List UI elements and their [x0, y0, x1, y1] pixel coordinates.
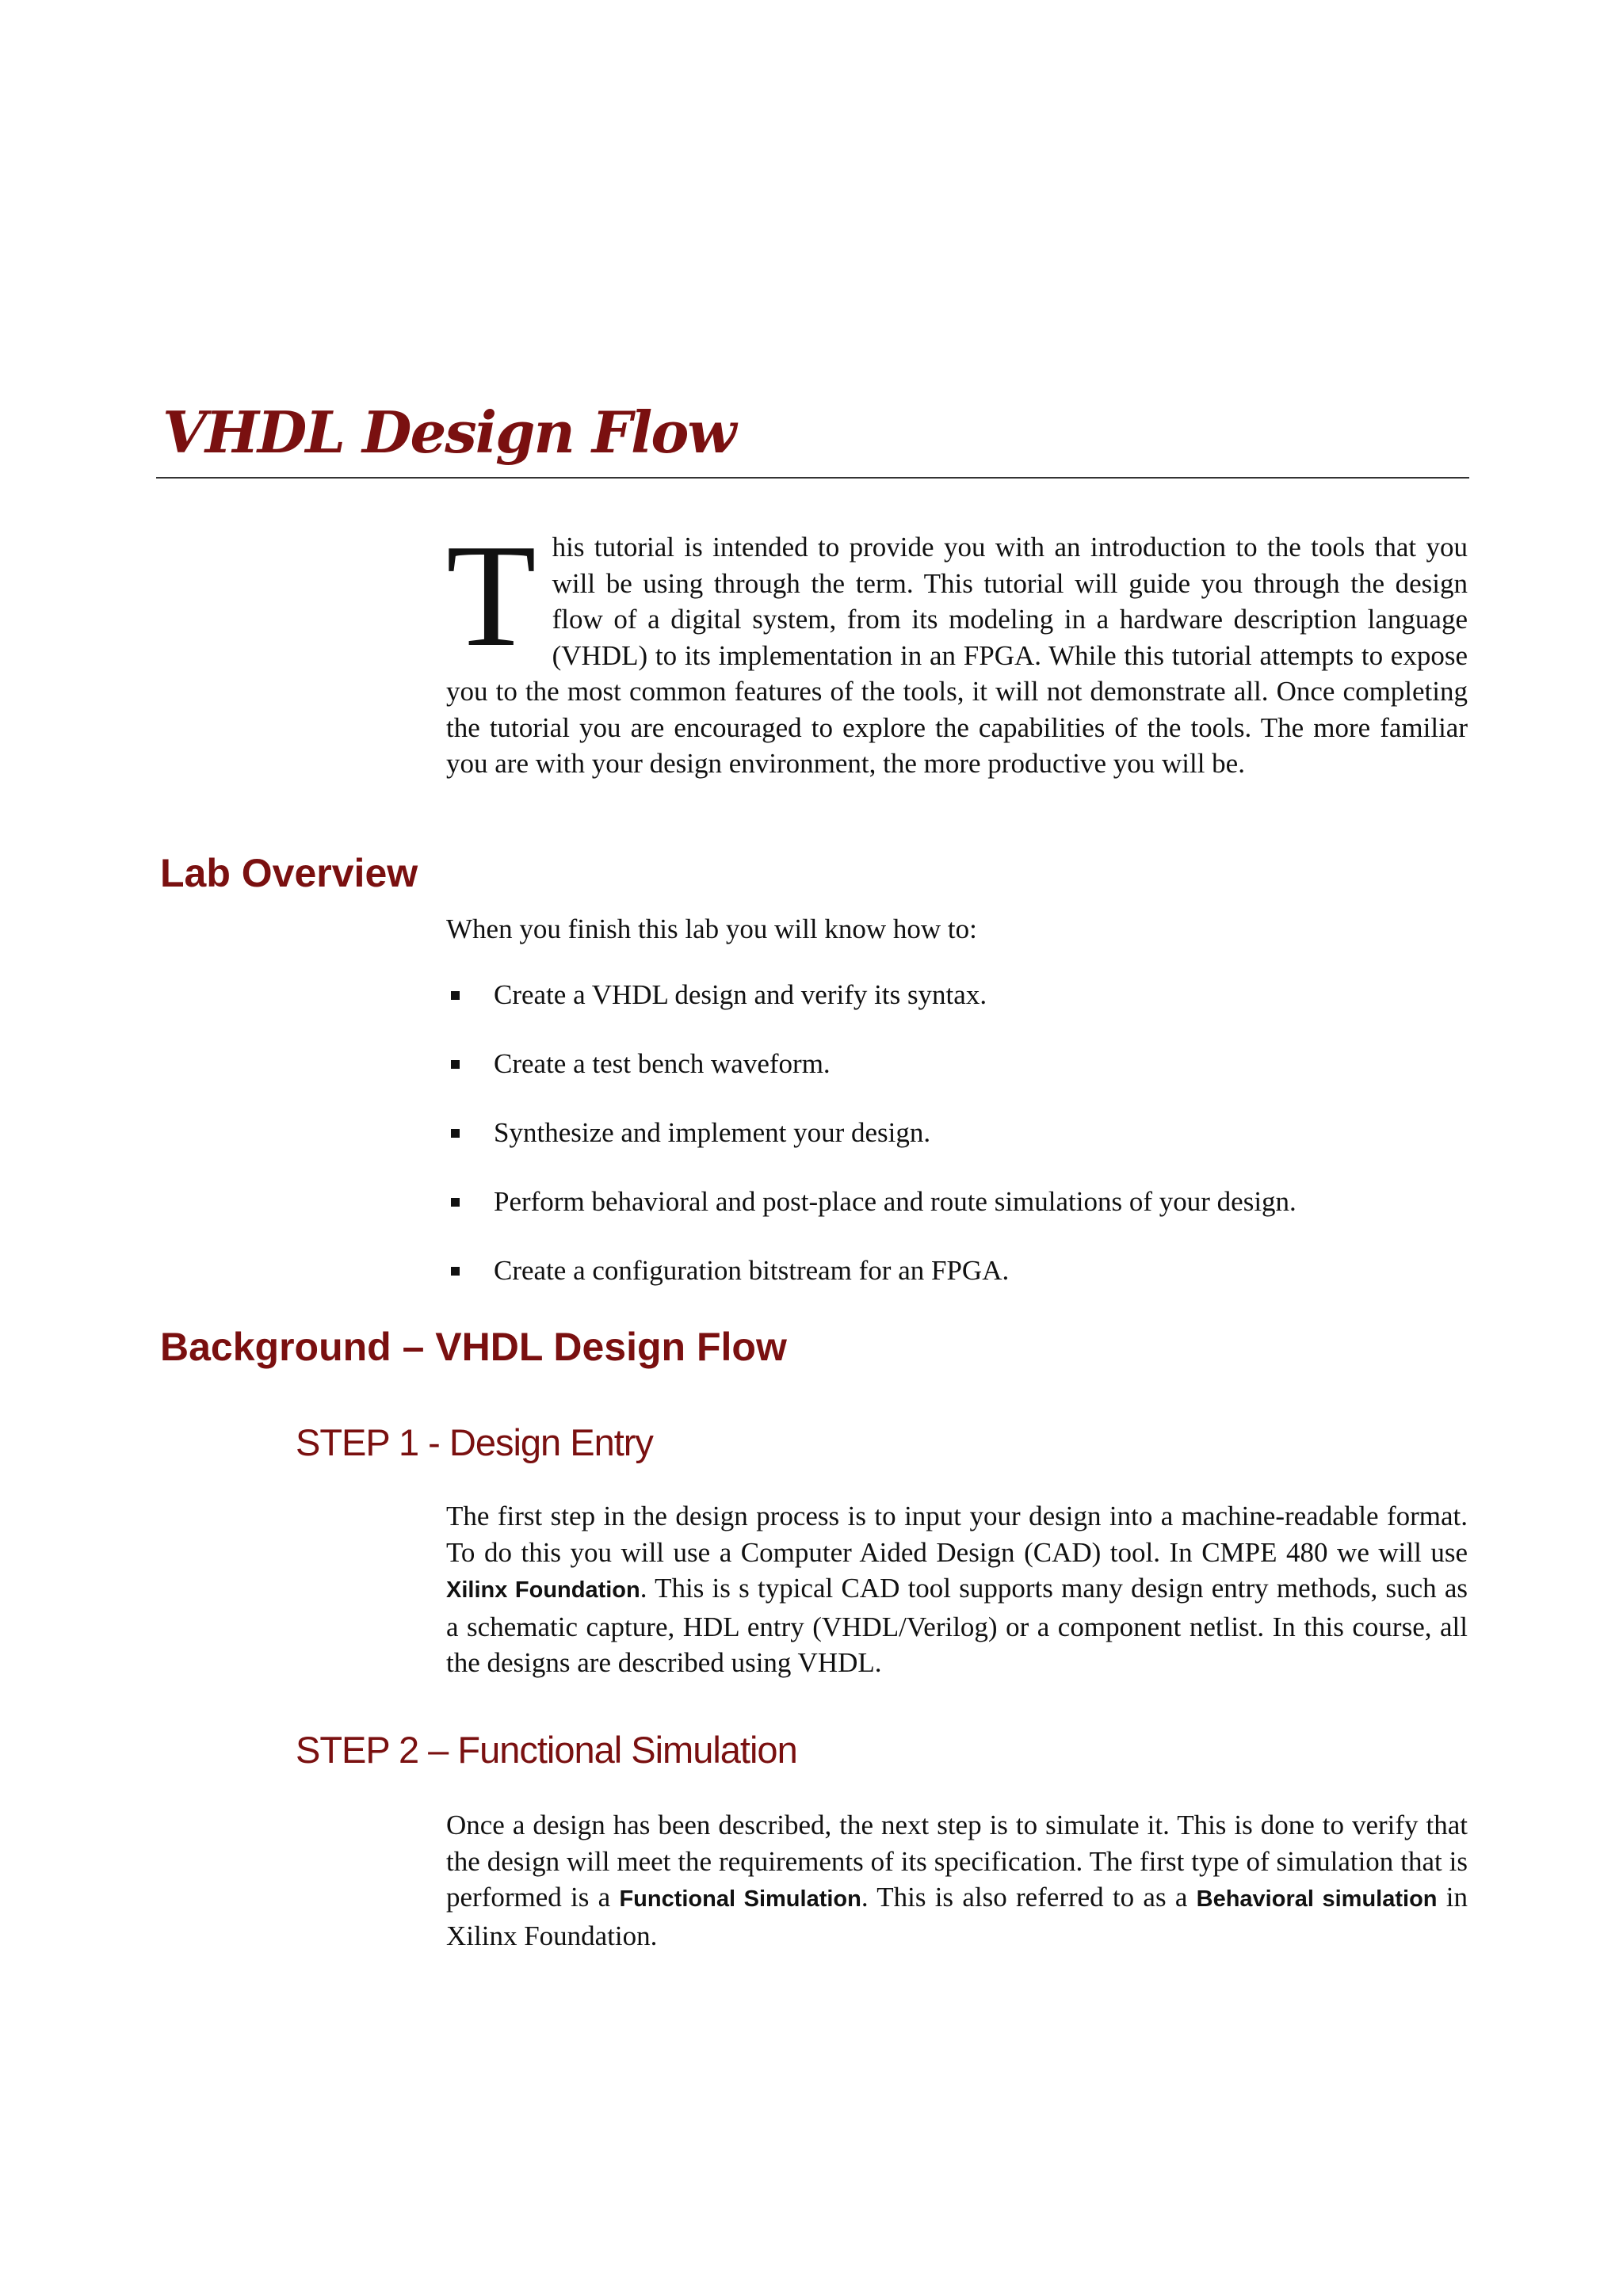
list-item-text: Create a test bench waveform.: [494, 1048, 831, 1079]
background-heading: Background – VHDL Design Flow: [160, 1325, 787, 1369]
square-bullet-icon: [451, 1129, 460, 1138]
list-item-text: Create a VHDL design and verify its syntax.: [494, 979, 987, 1010]
objectives-list: [446, 977, 1296, 1322]
step2-heading: STEP 2 – Functional Simulation: [296, 1729, 797, 1771]
square-bullet-icon: [451, 991, 460, 1000]
list-item: [446, 1253, 1296, 1322]
square-bullet-icon: [451, 1267, 460, 1276]
step1-text-a: The first step in the design process is to input your design into a machine-readable format. To do this you will use a Computer Aided Design (CAD) tool. In CMPE 480 we will use: [446, 1501, 1468, 1568]
list-item: [446, 1184, 1296, 1253]
list-item: [446, 977, 1296, 1046]
title-rule: [156, 477, 1469, 479]
list-item: [446, 1046, 1296, 1115]
lab-overview-heading: Lab Overview: [160, 851, 418, 895]
square-bullet-icon: [451, 1060, 460, 1069]
square-bullet-icon: [451, 1198, 460, 1207]
step2-term-behavioral: Behavioral simulation: [1196, 1886, 1438, 1912]
step1-paragraph: [446, 1498, 1468, 1681]
step2-paragraph: [446, 1807, 1468, 1954]
step2-text-b: . This is also referred to as a: [861, 1882, 1197, 1913]
list-item: [446, 1115, 1296, 1184]
step2-text-a: Once a design has been described, the next step is to simulate it. This is done to verify that the design will meet the requirements of its specification. The first type of simulation that is performed is a: [446, 1810, 1468, 1913]
intro-paragraph: [446, 514, 1468, 782]
step1-text-b: . This is s typical CAD tool supports many design entry methods, such as a schematic capture, HDL entry (VHDL/Verilog) or a component netlist. In this course, all the designs are described using VHDL.: [446, 1573, 1468, 1678]
step1-heading: STEP 1 - Design Entry: [296, 1421, 653, 1463]
intro-text: his tutorial is intended to provide you with an introduction to the tools that you will be using through the term. This tutorial will guide you through the design flow of a digital system, from its modeling in a hardware description language (VHDL) to its implementation in an FPGA. While this tutorial attempts to expose you to the most common features of the tools, it will not demonstrate all. Once completing the tutorial you are encouraged to explore the capabilities of the tools. The more familiar you are with your design environment, the more productive you will be.: [446, 532, 1468, 779]
list-item-text: Synthesize and implement your design.: [494, 1117, 931, 1148]
step2-text-c: in Xilinx Foundation.: [446, 1882, 1468, 1951]
list-item-text: Perform behavioral and post-place and route simulations of your design.: [494, 1186, 1296, 1217]
step1-term: Xilinx Foundation: [446, 1577, 640, 1603]
page-title: VHDL Design Flow: [162, 399, 735, 466]
list-item-text: Create a configuration bitstream for an FPGA.: [494, 1255, 1010, 1286]
lab-overview-lead: When you finish this lab you will know how to:: [446, 913, 977, 944]
drop-cap: T: [446, 514, 537, 677]
step2-term-functional: Functional Simulation: [619, 1886, 861, 1912]
